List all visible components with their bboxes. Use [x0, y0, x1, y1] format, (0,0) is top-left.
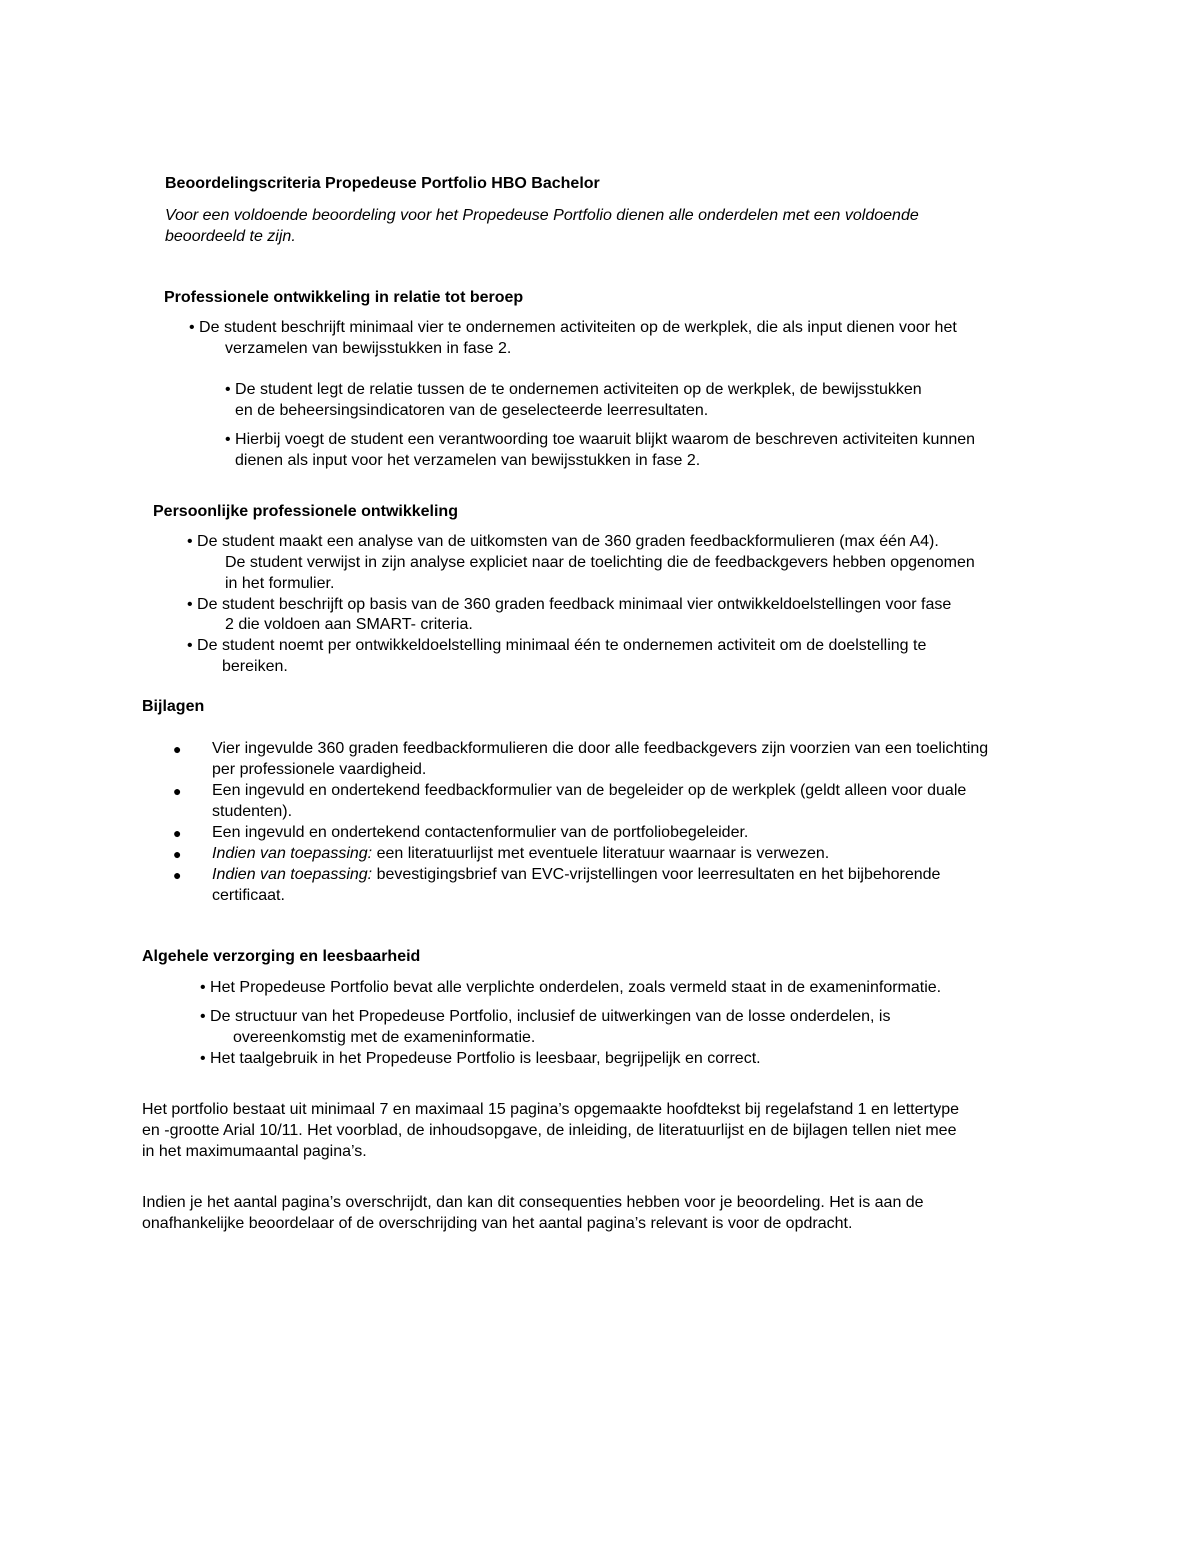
italic-prefix: Indien van toepassing: [212, 845, 373, 862]
list-item: Een ingevuld en ondertekend feedbackformulier van de begeleider op de werkplek (geldt alleen voor duale [212, 782, 967, 799]
list-item-continuation: bereiken. [222, 658, 288, 675]
item-text: een literatuurlijst met eventuele literatuur waarnaar is verwezen. [372, 845, 830, 862]
list-item: • De student legt de relatie tussen de te ondernemen activiteiten op de werkplek, de bewijsstukken [225, 381, 922, 398]
list-item-continuation: verzamelen van bewijsstukken in fase 2. [225, 340, 512, 357]
list-item: • Het Propedeuse Portfolio bevat alle verplichte onderdelen, zoals vermeld staat in de exameninformatie. [200, 979, 942, 996]
bullet-icon: ● [173, 741, 182, 757]
list-item-continuation: 2 die voldoen aan SMART- criteria. [225, 616, 473, 633]
list-item: • De student beschrijft minimaal vier te ondernemen activiteiten op de werkplek, die als input dienen voor het [189, 319, 957, 336]
item-text: bevestigingsbrief van EVC-vrijstellingen voor leerresultaten en het bijbehorende [372, 866, 941, 883]
list-item: • Hierbij voegt de student een verantwoording toe waaruit blijkt waarom de beschreven activiteiten kunnen [225, 431, 976, 448]
paragraph-line: Het portfolio bestaat uit minimaal 7 en maximaal 15 pagina’s opgemaakte hoofdtekst bij regelafstand 1 en lettertype [142, 1101, 960, 1118]
paragraph-line: onafhankelijke beoordelaar of de overschrijding van het aantal pagina’s relevant is voor de opdracht. [142, 1215, 853, 1232]
section-heading-professional: Professionele ontwikkeling in relatie tot beroep [164, 289, 524, 306]
list-item [212, 864, 940, 885]
list-item: • Het taalgebruik in het Propedeuse Portfolio is leesbaar, begrijpelijk en correct. [200, 1050, 761, 1067]
list-item: • De student maakt een analyse van de uitkomsten van de 360 graden feedbackformulieren (max één A4). [187, 533, 939, 550]
italic-prefix: Indien van toepassing: [212, 866, 373, 883]
list-item-continuation: in het formulier. [225, 575, 335, 592]
paragraph-line: Indien je het aantal pagina’s overschrijdt, dan kan dit consequenties hebben voor je beoordeling. Het is aan de [142, 1194, 924, 1211]
section-heading-presentation: Algehele verzorging en leesbaarheid [142, 948, 421, 965]
list-item-continuation: De student verwijst in zijn analyse expliciet naar de toelichting die de feedbackgevers hebben opgenomen [225, 554, 975, 571]
paragraph-line: en -grootte Arial 10/11. Het voorblad, de inhoudsopgave, de inleiding, de literatuurlijst en de bijlagen tellen niet mee [142, 1122, 957, 1139]
list-item: • De student noemt per ontwikkeldoelstelling minimaal één te ondernemen activiteit om de doelstelling te [187, 637, 927, 654]
list-item-continuation: per professionele vaardigheid. [212, 761, 427, 778]
list-item-continuation: studenten). [212, 803, 293, 820]
intro-line-1: Voor een voldoende beoordeling voor het Propedeuse Portfolio dienen alle onderdelen met een voldoende [165, 207, 919, 224]
list-item-continuation: dienen als input voor het verzamelen van bewijsstukken in fase 2. [235, 452, 701, 469]
list-item: Een ingevuld en ondertekend contactenformulier van de portfoliobegeleider. [212, 824, 749, 841]
list-item: • De student beschrijft op basis van de 360 graden feedback minimaal vier ontwikkeldoelstellingen voor fase [187, 596, 952, 613]
list-item [212, 843, 829, 864]
bullet-icon: ● [173, 867, 182, 883]
list-item-continuation: en de beheersingsindicatoren van de geselecteerde leerresultaten. [235, 402, 709, 419]
bullet-icon: ● [173, 783, 182, 799]
list-item: Vier ingevulde 360 graden feedbackformulieren die door alle feedbackgevers zijn voorzien van een toelichting [212, 740, 989, 757]
bullet-icon: ● [173, 825, 182, 841]
document-title: Beoordelingscriteria Propedeuse Portfolio HBO Bachelor [165, 175, 600, 192]
section-heading-attachments: Bijlagen [142, 698, 205, 715]
list-item-continuation: overeenkomstig met de exameninformatie. [233, 1029, 536, 1046]
list-item-continuation: certificaat. [212, 887, 285, 904]
bullet-icon: ● [173, 846, 182, 862]
list-item: • De structuur van het Propedeuse Portfolio, inclusief de uitwerkingen van de losse onderdelen, is [200, 1008, 891, 1025]
intro-line-2: beoordeeld te zijn. [165, 228, 296, 245]
section-heading-personal: Persoonlijke professionele ontwikkeling [153, 503, 458, 520]
paragraph-line: in het maximumaantal pagina’s. [142, 1143, 367, 1160]
